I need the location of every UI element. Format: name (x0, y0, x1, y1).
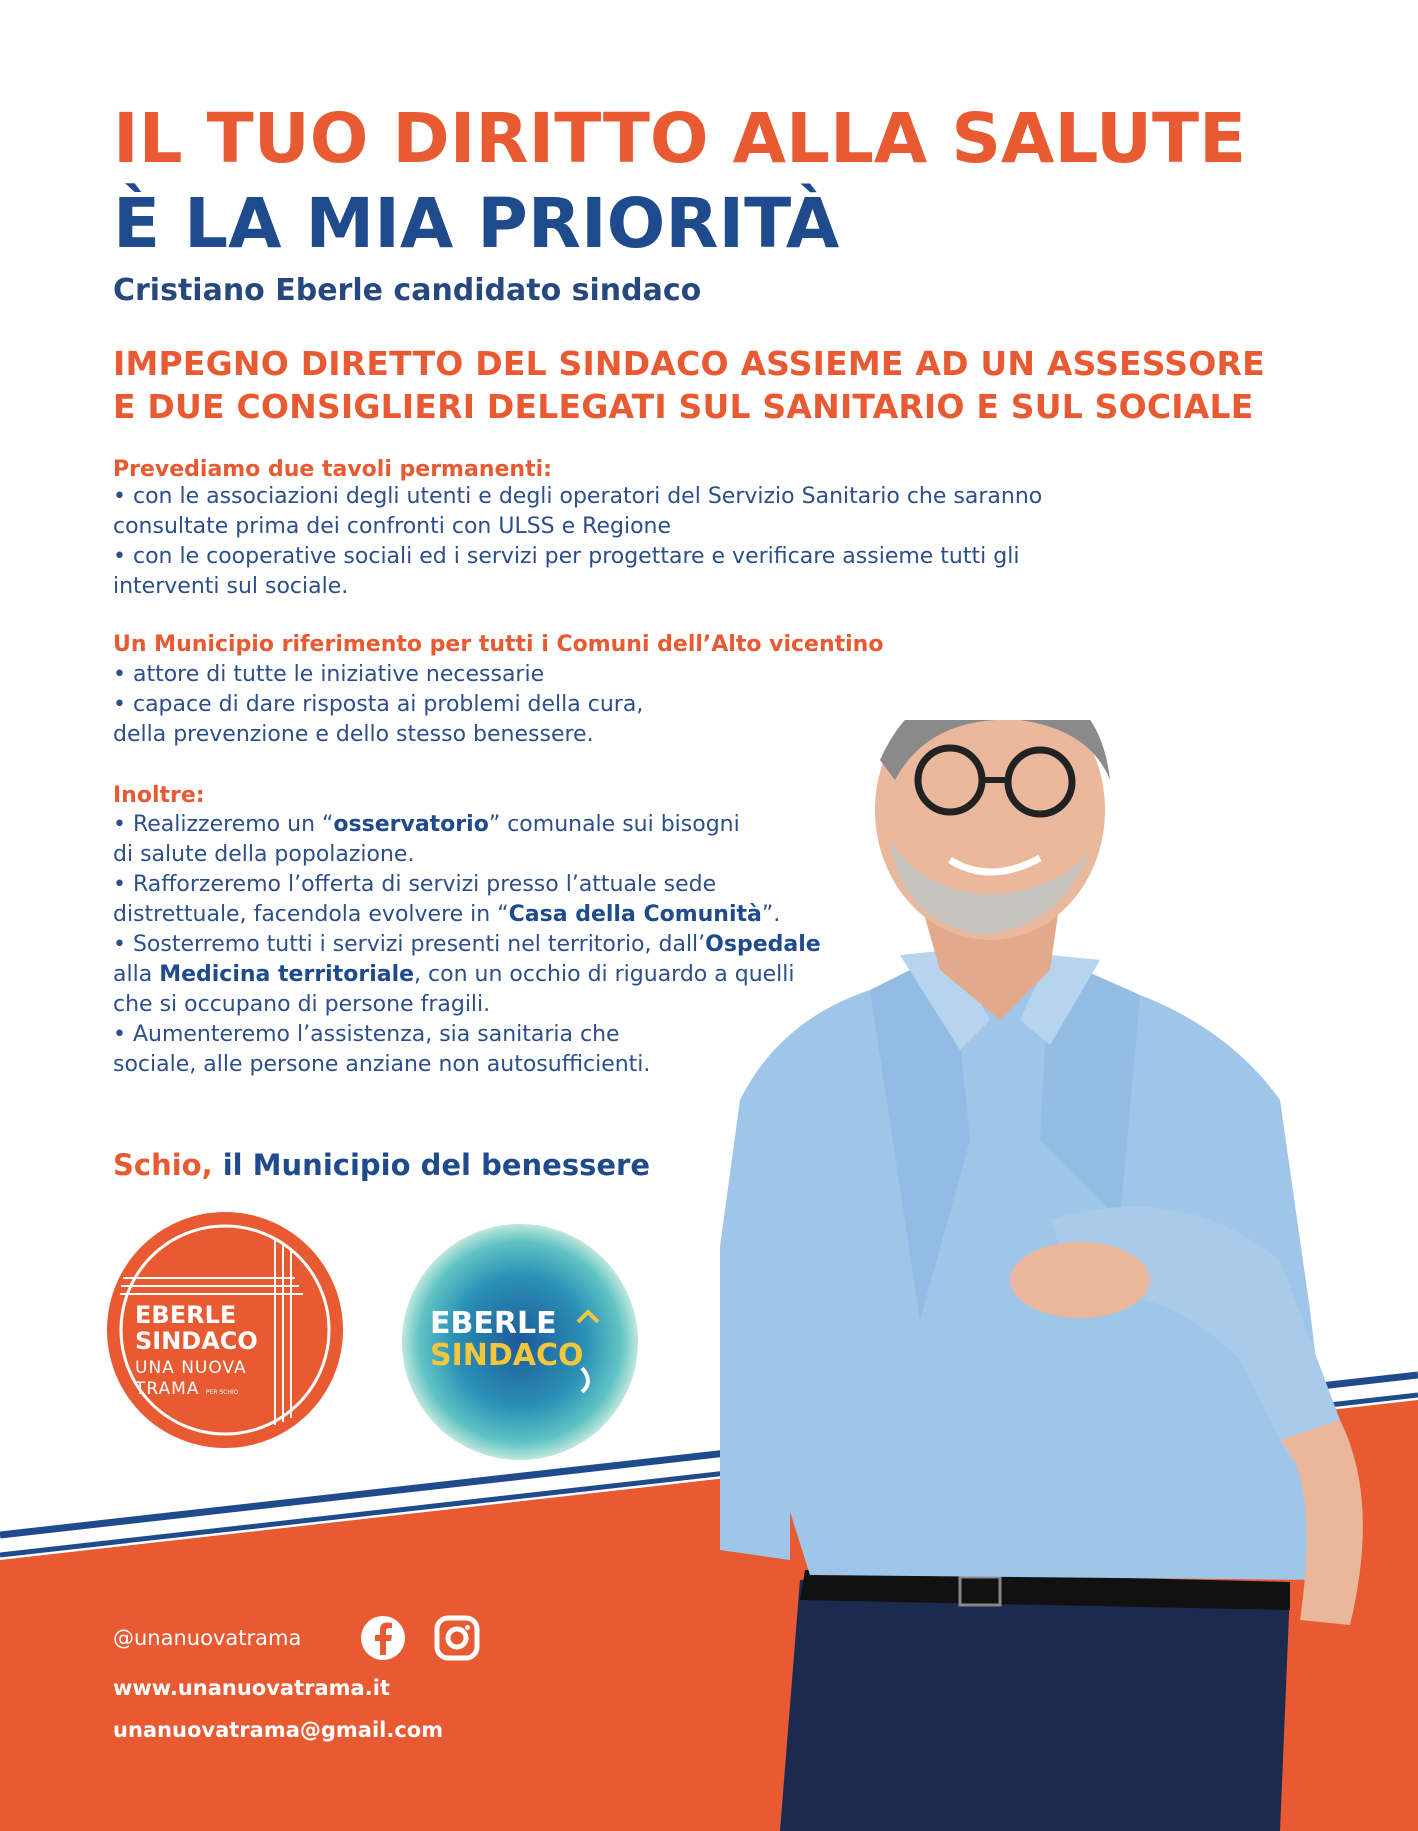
instagram-icon[interactable] (434, 1615, 480, 1661)
website-link[interactable]: www.unanuovatrama.it (113, 1676, 390, 1700)
commitment-line1: IMPEGNO DIRETTO DEL SINDACO ASSIEME AD UN ASSESSORE (113, 344, 1265, 383)
headline-line1: IL TUO DIRITTO ALLA SALUTE (113, 99, 1247, 179)
candidate-subtitle: Cristiano Eberle candidato sindaco (113, 273, 702, 308)
logo-orange-text: EBERLE SINDACO UNA NUOVA TRAMA PER SCHIO (135, 1301, 258, 1399)
section1-heading: Prevediamo due tavoli permanenti: (113, 457, 552, 482)
facebook-icon[interactable] (360, 1615, 406, 1661)
email-link[interactable]: unanuovatrama@gmail.com (113, 1718, 444, 1742)
section3-line: • Rafforzeremo l’offerta di servizi presso l’attuale sede (113, 872, 717, 897)
commitment-line2: E DUE CONSIGLIERI DELEGATI SUL SANITARIO E SUL SOCIALE (113, 387, 1254, 426)
section3-line: • Sosterremo tutti i servizi presenti nel territorio, dall’Ospedale (113, 932, 821, 957)
section3-line: di salute della popolazione. (113, 842, 415, 867)
section3-line: sociale, alle persone anziane non autosufficienti. (113, 1052, 651, 1077)
social-handle: @unanuovatrama (113, 1626, 302, 1650)
section2-line: • capace di dare risposta ai problemi della cura, (113, 692, 644, 717)
section3-heading: Inoltre: (113, 783, 205, 808)
section1-line: interventi sul sociale. (113, 574, 349, 599)
section3-line: alla Medicina territoriale, con un occhio di riguardo a quelli (113, 962, 795, 987)
logo-teal-text: EBERLE SINDACO (430, 1306, 584, 1373)
section2-heading: Un Municipio riferimento per tutti i Comuni dell’Alto vicentino (113, 632, 884, 657)
section1-line: consultate prima dei confronti con ULSS e Regione (113, 514, 672, 539)
tagline: Schio, il Municipio del benessere (113, 1148, 650, 1182)
section3-line: • Realizzeremo un “osservatorio” comunale sui bisogni (113, 812, 740, 837)
section1-line: • con le cooperative sociali ed i servizi per progettare e verificare assieme tutti gli (113, 544, 1020, 569)
candidate-photo (720, 720, 1400, 1831)
headline-line2: È LA MIA PRIORITÀ (113, 184, 840, 264)
section3-line: distrettuale, facendola evolvere in “Casa della Comunità”. (113, 902, 781, 927)
section3-line: che si occupano di persone fragili. (113, 992, 491, 1017)
section2-line: • attore di tutte le iniziative necessarie (113, 662, 545, 687)
section1-line: • con le associazioni degli utenti e degli operatori del Servizio Sanitario che saranno (113, 484, 1043, 509)
section3-line: • Aumenteremo l’assistenza, sia sanitaria che (113, 1022, 620, 1047)
section2-line: della prevenzione e dello stesso benessere. (113, 722, 594, 747)
